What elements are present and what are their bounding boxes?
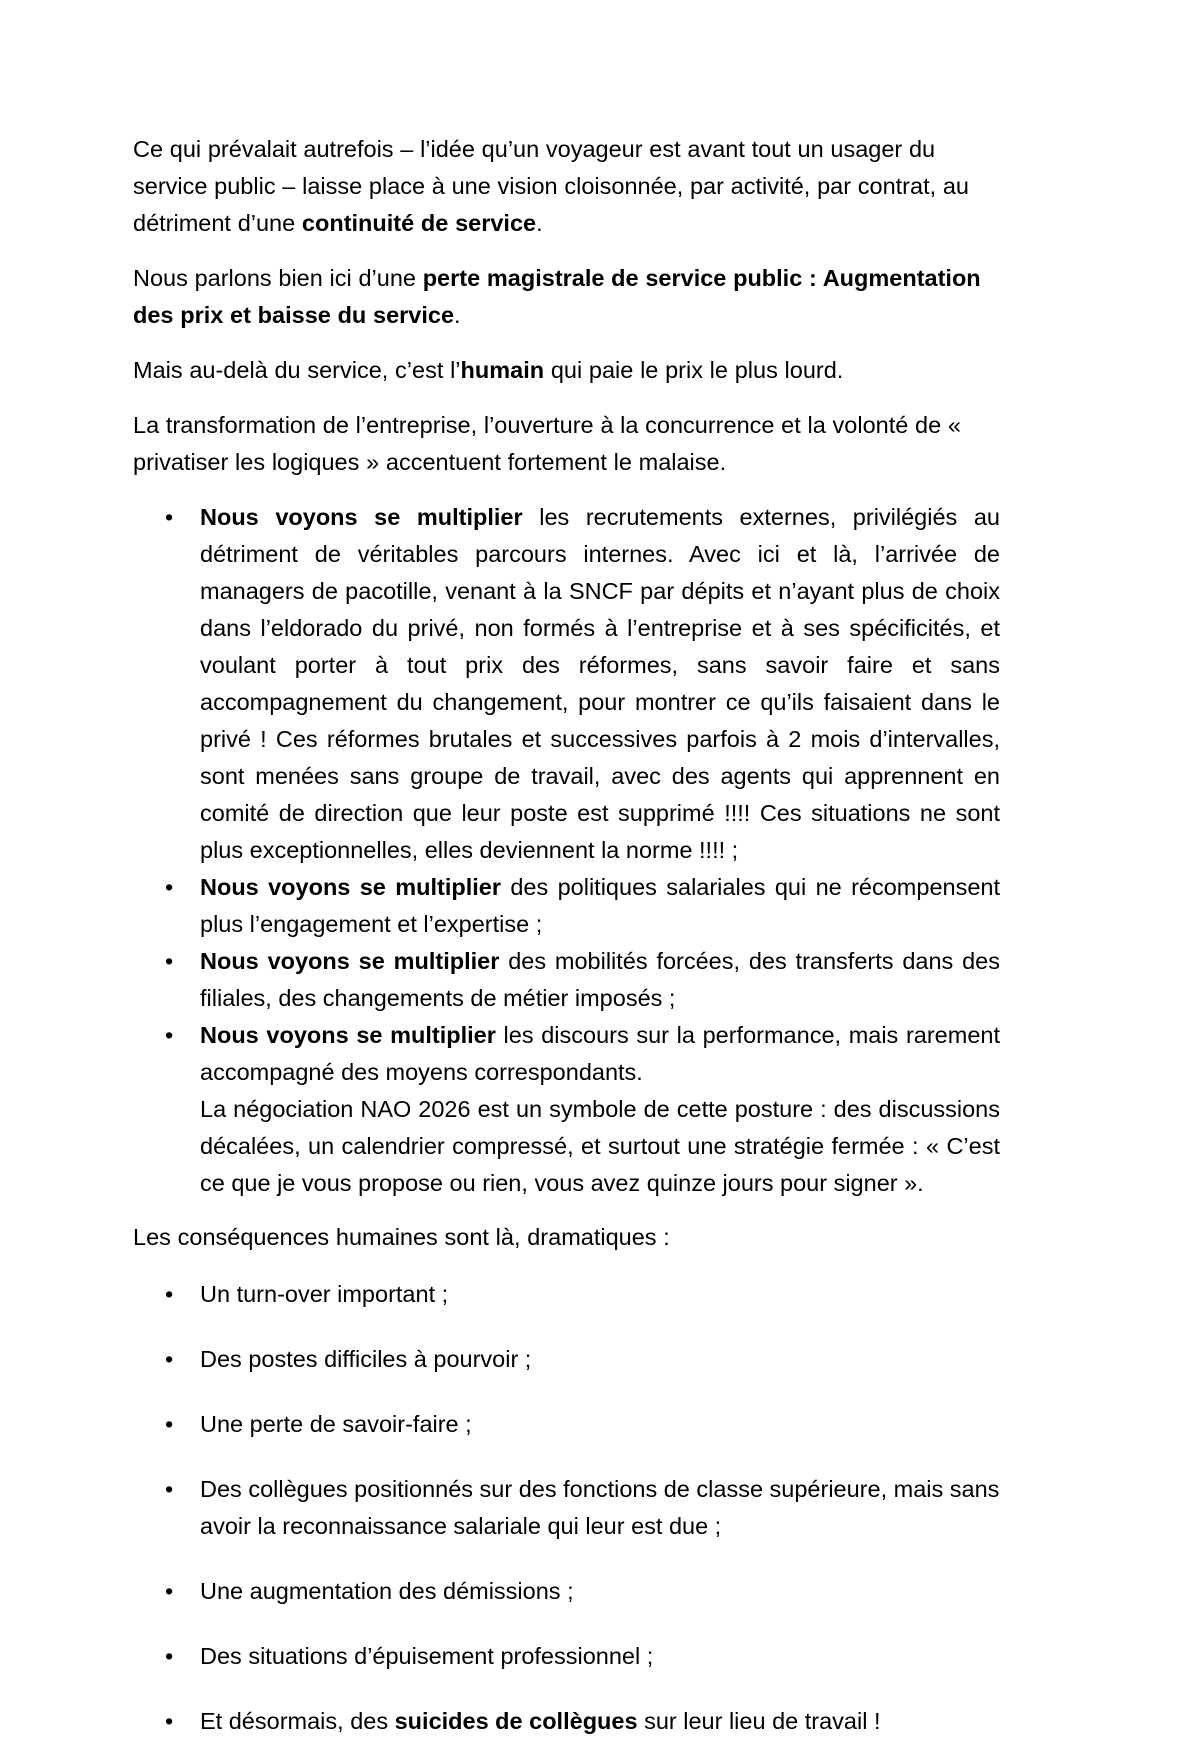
text-run: .: [536, 210, 543, 236]
list-item-text: [200, 1578, 574, 1604]
text-run: Et désormais, des: [200, 1708, 395, 1734]
emphasis-run: Nous voyons se multiplier: [200, 874, 501, 900]
list-item: [133, 1341, 1000, 1378]
list-item: [133, 1276, 1000, 1313]
text-run: Des postes difficiles à pourvoir ;: [200, 1346, 532, 1372]
emphasis-run: Nous voyons se multiplier: [200, 1022, 496, 1048]
text-run: sur leur lieu de travail !: [637, 1708, 881, 1734]
list-item-text: [200, 1643, 653, 1669]
text-run: des politiques salariales qui ne récompensent plus l’engagement et l’expertise ;: [200, 874, 1000, 937]
list-item: [133, 1471, 1000, 1545]
list-item-text: [200, 1708, 881, 1734]
paragraph: [133, 407, 1000, 481]
text-run: La transformation de l’entreprise, l’ouverture à la concurrence et la volonté de « privatiser les logiques » accentuent fortement le malaise.: [133, 412, 961, 475]
text-run: qui paie le prix le plus lourd.: [544, 357, 844, 383]
list-item: [133, 869, 1000, 943]
list-item: [133, 1573, 1000, 1610]
list-item-text: [200, 504, 1000, 863]
emphasis-run: humain: [460, 357, 545, 383]
consequences-lead-in: [133, 1219, 1000, 1256]
text-run: Un turn-over important ;: [200, 1281, 449, 1307]
bullet-icon: •: [165, 948, 174, 974]
paragraph: [133, 352, 1000, 389]
bullet-icon: •: [165, 874, 174, 900]
bullet-icon: •: [165, 504, 174, 530]
list-item: [133, 943, 1000, 1017]
list-item: [133, 1638, 1000, 1675]
bullet-icon: •: [165, 1578, 174, 1604]
emphasis-run: suicides de collègues: [394, 1708, 638, 1734]
emphasis-run: perte magistrale de service public : Augmentation des prix et baisse du service: [133, 265, 981, 328]
bullet-icon: •: [165, 1708, 174, 1734]
emphasis-run: Nous voyons se multiplier: [200, 948, 500, 974]
intro-paragraphs: [133, 131, 1000, 481]
list-item-text: [200, 1346, 531, 1372]
bullet-icon: •: [165, 1411, 174, 1437]
list-item: [133, 1017, 1000, 1202]
emphasis-run: Nous voyons se multiplier: [200, 504, 523, 530]
bullet-icon: •: [165, 1281, 174, 1307]
list-item-text: [200, 874, 1000, 937]
text-run: les discours sur la performance, mais rarement accompagné des moyens correspondants.: [200, 1022, 1000, 1085]
bullet-icon: •: [165, 1346, 174, 1372]
bullet-list-recruitment: [133, 499, 1000, 1202]
list-item: [133, 1406, 1000, 1443]
bullet-icon: •: [165, 1022, 174, 1048]
list-item-continuation: La négociation NAO 2026 est un symbole de cette posture : des discussions décalées, un calendrier compressé, et surtout une stratégie fermée : « C’est ce que je vous propose ou rien, vous avez quinze jours pour signer ».: [200, 1096, 1000, 1196]
list-item-text: [200, 948, 1000, 1011]
text-run: Une perte de savoir-faire ;: [200, 1411, 472, 1437]
emphasis-run: continuité de service: [301, 210, 537, 236]
list-item-text: [200, 1281, 448, 1307]
text-run: Les conséquences humaines sont là, dramatiques :: [133, 1224, 670, 1250]
list-item-text: [200, 1022, 1000, 1085]
text-run: des mobilités forcées, des transferts dans des filiales, des changements de métier imposés ;: [200, 948, 1000, 1011]
text-run: Ce qui prévalait autrefois – l’idée qu’un voyageur est avant tout un usager du service public – laisse place à une vision cloisonnée, par activité, par contrat, au détriment d’une: [133, 136, 970, 236]
document-body: [133, 131, 1000, 1740]
bullet-icon: •: [165, 1643, 174, 1669]
text-run: .: [454, 302, 461, 328]
bullet-list-consequences: [133, 1276, 1000, 1740]
text-run: Une augmentation des démissions ;: [200, 1578, 574, 1604]
list-item-text: [200, 1476, 999, 1539]
list-item: [133, 499, 1000, 869]
text-run: Mais au-delà du service, c’est l’: [133, 357, 461, 383]
list-item-text: [200, 1411, 472, 1437]
bullet-icon: •: [165, 1476, 174, 1502]
text-run: les recrutements externes, privilégiés au détriment de véritables parcours internes. Avec ici et là, l’arrivée de managers de pacotille, venant à la SNCF par dépits et n’ayant plus de choix dans l’eldorado du privé, non formés à l’entreprise et à ses spécificités, et voulant porter à tout prix des réformes, sans savoir faire et sans accompagnement du changement, pour montrer ce qu’ils faisaient dans le privé ! Ces réformes brutales et successives parfois à 2 mois d’intervalles, sont menées sans groupe de travail, avec des agents qui apprennent en comité de direction que leur poste est supprimé !!!! Ces situations ne sont plus exceptionnelles, elles deviennent la norme !!!! ;: [200, 504, 1000, 863]
text-run: Nous parlons bien ici d’une: [133, 265, 423, 291]
paragraph: [133, 131, 1000, 242]
text-run: Des situations d’épuisement professionnel ;: [200, 1643, 654, 1669]
list-item: [133, 1703, 1000, 1740]
text-run: Des collègues positionnés sur des fonctions de classe supérieure, mais sans avoir la reconnaissance salariale qui leur est due ;: [200, 1476, 1000, 1539]
paragraph: [133, 260, 1000, 334]
